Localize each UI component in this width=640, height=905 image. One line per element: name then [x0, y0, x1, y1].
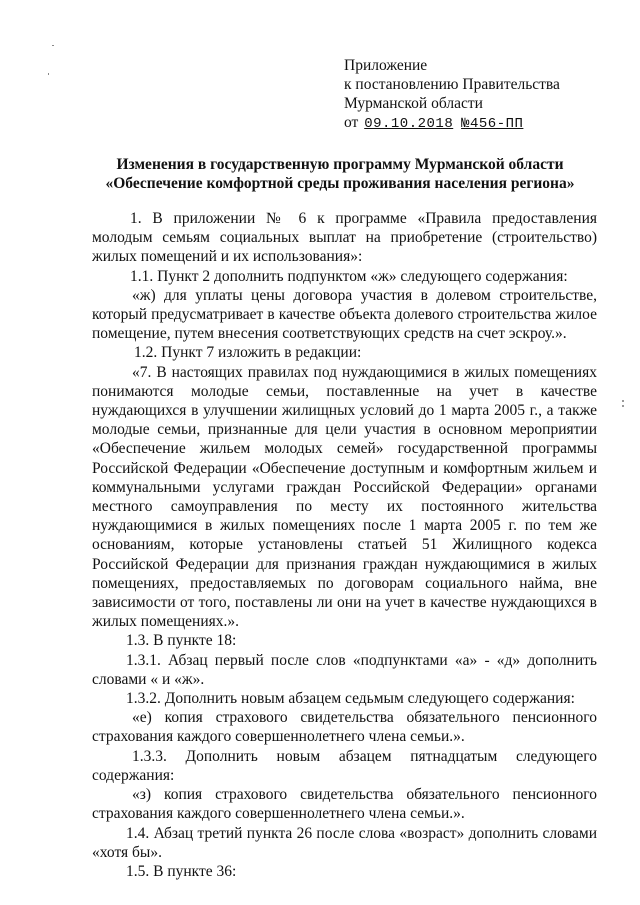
scan-speck	[48, 73, 49, 75]
handwritten-number: №456-ПП	[461, 116, 524, 132]
paragraph-1-3: 1.3. В пункте 18:	[126, 632, 237, 650]
appendix-header	[344, 56, 560, 134]
handwritten-date: 09.10.2018	[364, 116, 454, 132]
date-prefix: от	[344, 114, 359, 131]
date-number-line	[344, 113, 560, 134]
paragraph-subpoint-e: «е) копия страхового свидетельства обязательного пенсионного страхования каждого совершеннолетнего члена семьи.».	[92, 709, 597, 746]
paragraph-1-4: 1.4. Абзац третий пункта 26 после слова «возраст» дополнить словами «хотя бы».	[92, 824, 597, 861]
document-body	[92, 209, 597, 881]
paragraph-1-3-2: 1.3.2. Дополнить новым абзацем седьмым следующего содержания:	[126, 690, 575, 708]
region-name: Мурманской области	[344, 95, 483, 112]
paragraph-1: 1. В приложении № 6 к программе «Правила предоставления молодым семьям социальных выплат на приобретение (строительство) жилых помещений и их использования»:	[92, 210, 597, 266]
title-line-2: «Обеспечение комфортной среды проживания населения региона»	[105, 175, 575, 192]
paragraph-subpoint-zh: «ж) для уплаты цены договора участия в долевом строительстве, который предусматривает в качестве объекта долевого строительства жилое помещение, путем внесения соответствующих средств на счет эскроу.».	[92, 286, 597, 343]
scan-speck	[52, 45, 54, 46]
paragraph-subpoint-z: «з) копия страхового свидетельства обязательного пенсионного страхования каждого совершеннолетнего члена семьи.».	[92, 786, 597, 823]
document-title	[80, 155, 600, 193]
paragraph-1-1: 1.1. Пункт 2 дополнить подпунктом «ж» следующего содержания:	[130, 267, 568, 285]
title-line-1: Изменения в государственную программу Мурманской области	[116, 156, 564, 173]
paragraph-point-7: «7. В настоящих правилах под нуждающимися в жилых помещениях понимаются молодые семьи, поставленные на учет в качестве нуждающихся в улучшении жилищных условий до 1 марта 2005 г., а также молодые семьи, признанные для цели участия в основном мероприятии «Обеспечение жильем молодых семей» государственной программы Российской Федерации «Обеспечение доступным и комфортным жильем и коммунальными услугами граждан Российской Федерации» органами местного самоуправления по месту их постоянного жительства нуждающимися в жилых помещениях после 1 марта 2005 г. по тем же основаниям, которые установлены статьей 51 Жилищного кодекса Российской Федерации для признания граждан нуждающимися в жилых помещениях, предоставляемых по договорам социального найма, вне зависимости от того, поставлены ли они на учет в качестве нуждающихся в жилых помещениях.».	[92, 363, 597, 631]
resolution-reference: к постановлению Правительства	[344, 76, 560, 93]
paragraph-1-3-3: 1.3.3. Дополнить новым абзацем пятнадцатым следующего содержания:	[92, 747, 597, 784]
paragraph-1-2: 1.2. Пункт 7 изложить в редакции:	[134, 344, 362, 362]
appendix-label: Приложение	[344, 57, 428, 74]
paragraph-1-3-1: 1.3.1. Абзац первый после слов «подпунктами «а» - «д» дополнить словами « и «ж».	[92, 651, 597, 688]
scan-margin-mark	[620, 397, 626, 411]
paragraph-1-5: 1.5. В пункте 36:	[126, 862, 237, 880]
